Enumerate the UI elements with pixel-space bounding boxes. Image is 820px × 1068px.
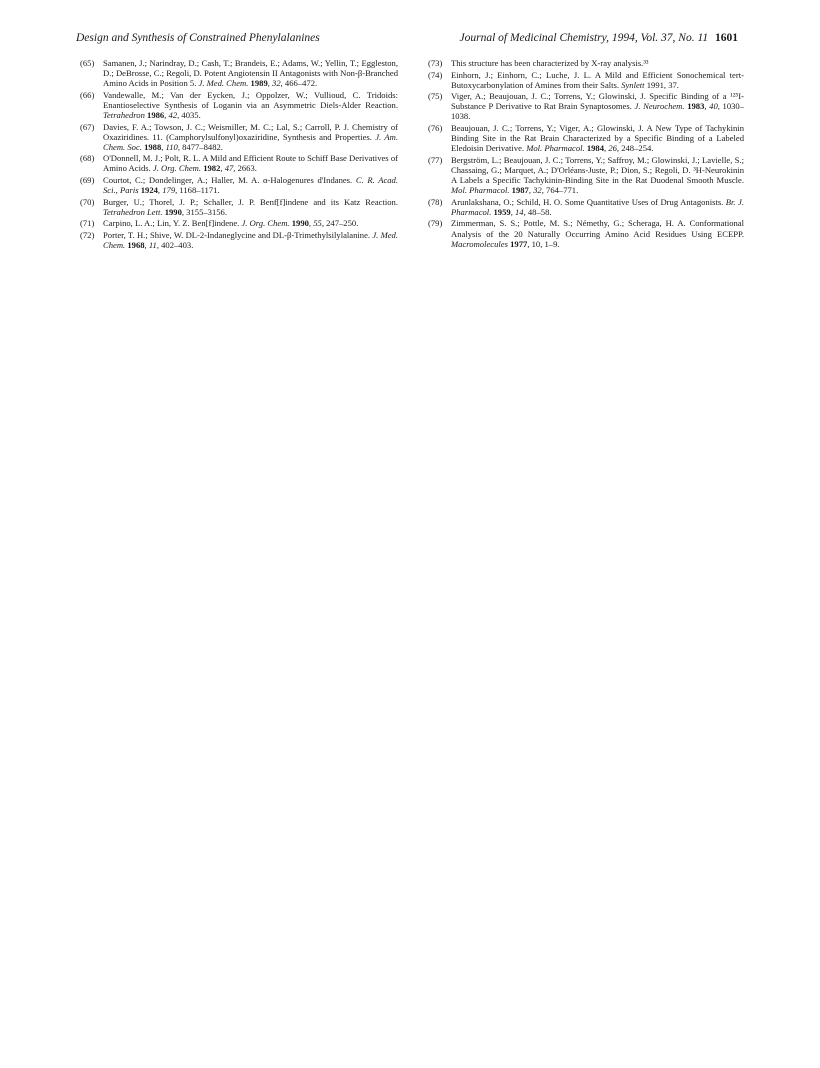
- reference-fragment: Beaujouan, J. C.; Torrens, Y.; Viger, A.; Glowinski, J. A New Type of Tachykinin Binding Site in the Rat Brain Characterized by a Specific Binding of a Labeled Eledoisin Derivative.: [451, 123, 744, 154]
- reference-fragment: Arunlakshana, O.; Schild, H. O. Some Quantitative Uses of Drug Antagonists.: [451, 196, 726, 207]
- reference-year: 1984: [586, 143, 605, 154]
- reference-text: [103, 218, 398, 228]
- reference-year: 1968: [127, 240, 145, 251]
- reference-year: 1987: [511, 185, 529, 196]
- reference-text: [103, 122, 398, 152]
- reference-text: [103, 230, 398, 250]
- article-running-title: Design and Synthesis of Constrained Phenylalanines: [76, 32, 320, 44]
- reference-journal: Synlett: [621, 79, 645, 90]
- reference-journal: 40: [709, 101, 718, 112]
- reference-text: [103, 58, 398, 88]
- reference-fragment: ,: [161, 141, 166, 152]
- reference-fragment: ,: [704, 101, 710, 112]
- reference-number: (73): [428, 58, 443, 68]
- reference-fragment: , 248–254.: [616, 143, 654, 154]
- reference-fragment: ,: [164, 109, 169, 120]
- reference-text: [451, 70, 744, 90]
- reference-fragment: ,: [308, 218, 314, 229]
- journal-citation-header: [460, 32, 739, 44]
- reference-fragment: Bergström, L.; Beaujouan, J. C.; Torrens, Y.; Saffroy, M.; Glowinski, J.; Lavielle, S.; Chassaing, G.; Marquet, A.; D'Orléans-Juste, P.; Dion, S.; Regoli, D. ³H-Neurokinin A Labels a Specific Tachykinin-Binding Site in the Rat Duodenal Smooth Muscle.: [451, 154, 744, 186]
- reference-text: [451, 218, 744, 248]
- reference-fragment: , 466–472.: [280, 78, 318, 89]
- reference-item: [428, 123, 744, 153]
- reference-fragment: , 402–403.: [156, 240, 194, 251]
- reference-fragment: , 1030–1038.: [451, 101, 745, 122]
- reference-fragment: O'Donnell, M. J.; Polt, R. L. A Mild and Efficient Route to Schiff Base Derivatives of Amino Acids.: [103, 153, 398, 174]
- reference-fragment: , 4035.: [177, 109, 201, 120]
- reference-journal: 26: [608, 143, 617, 154]
- reference-journal: 32: [533, 185, 542, 196]
- reference-fragment: Carpino, L. A.; Lin, Y. Z. Ben[f]indene.: [103, 218, 242, 229]
- reference-text: [103, 175, 398, 195]
- reference-journal: J. Am. Chem. Soc.: [103, 131, 399, 152]
- reference-fragment: , 10, 1–9.: [527, 238, 560, 249]
- reference-journal: 14: [514, 206, 524, 217]
- reference-journal: 179: [162, 185, 176, 196]
- reference-text: [451, 91, 744, 121]
- reference-text: [451, 155, 744, 195]
- reference-number: (70): [80, 196, 95, 207]
- reference-text: [451, 197, 744, 217]
- reference-number: (69): [80, 175, 95, 186]
- reference-item: [80, 218, 398, 228]
- reference-item: [80, 122, 398, 152]
- reference-journal: C. R. Acad. Sci., Paris: [103, 175, 398, 196]
- reference-fragment: ,: [528, 185, 534, 196]
- reference-number: (77): [428, 154, 443, 165]
- reference-fragment: , 247–250.: [321, 218, 359, 229]
- reference-year: 1959: [493, 206, 511, 217]
- reference-number: (65): [80, 58, 95, 68]
- reference-item: [428, 218, 744, 248]
- reference-fragment: ,: [220, 163, 225, 174]
- references-column-left: [80, 58, 398, 252]
- reference-number: (67): [80, 121, 95, 132]
- reference-journal: 42: [168, 109, 178, 120]
- reference-fragment: , 3155–3156.: [181, 206, 227, 217]
- reference-fragment: This structure has been characterized by X-ray analysis.³³: [451, 58, 649, 68]
- reference-journal: Tetrahedron: [103, 109, 145, 120]
- reference-fragment: ,: [604, 143, 609, 154]
- reference-journal: Mol. Pharmacol.: [451, 185, 510, 196]
- reference-item: [428, 155, 744, 195]
- reference-number: (68): [80, 153, 95, 164]
- reference-number: (78): [428, 196, 443, 207]
- reference-number: (72): [80, 230, 95, 240]
- reference-year: 1983: [687, 101, 705, 112]
- page-number: 1601: [715, 32, 738, 44]
- reference-fragment: Davies, F. A.; Towson, J. C.; Weismiller, M. C.; Lal, S.; Carroll, P. J. Chemistry of Oxaziridines. 11. (Camphorylsulfonyl)oxaziridine, Synthesis and Properties.: [103, 121, 398, 142]
- reference-journal: Macromolecules: [451, 238, 508, 249]
- reference-item: [428, 91, 744, 121]
- reference-journal: 55: [313, 218, 322, 229]
- reference-fragment: Zimmerman, S. S.; Pottle, M. S.; Némethy, G.; Scheraga, H. A. Conformational Analysis of the 20 Naturally Occurring Amino Acid Residues Using ECEPP.: [451, 218, 744, 239]
- reference-fragment: , 2663.: [233, 163, 257, 174]
- reference-item: [80, 175, 398, 195]
- reference-fragment: Viger, A.; Beaujouan, J. C.; Torrens, Y.; Glowinski, J. Specific Binding of a ¹²⁵I-Substance P Derivative to Rat Brain Synaptosomes.: [451, 91, 744, 112]
- reference-fragment: 1991, 37.: [644, 79, 679, 90]
- reference-fragment: ,: [267, 78, 273, 89]
- reference-year: 1990: [164, 206, 182, 217]
- reference-journal: 110: [165, 141, 178, 152]
- reference-fragment: Burger, U.; Thorel, J. P.; Schaller, J. P. Benf[f]indene and its Katz Reaction.: [103, 196, 398, 207]
- reference-fragment: ,: [510, 206, 515, 217]
- reference-year: 1982: [203, 163, 221, 174]
- reference-item: [80, 230, 398, 250]
- reference-year: 1988: [144, 141, 162, 152]
- reference-journal: J. Neurochem.: [634, 101, 685, 112]
- reference-journal: 32: [272, 78, 281, 89]
- running-header: [76, 32, 738, 48]
- reference-number: (76): [428, 123, 443, 134]
- reference-journal: 11: [148, 240, 157, 251]
- reference-item: [80, 58, 398, 88]
- reference-year: 1977: [510, 238, 528, 249]
- reference-item: [428, 70, 744, 90]
- reference-number: (75): [428, 91, 443, 102]
- reference-number: (74): [428, 69, 443, 80]
- reference-fragment: Samanen, J.; Narindray, D.; Cash, T.; Brandeis, E.; Adams, W.; Yellin, T.; Eggleston, D.; DeBrosse, C.; Regoli, D. Potent Angiotensin II Antagonists with Non-β-Branched Amino Acids in Position 5.: [103, 58, 398, 89]
- reference-journal: Tetrahedron Lett.: [103, 206, 163, 217]
- reference-year: 1924: [140, 185, 158, 196]
- reference-item: [428, 197, 744, 217]
- reference-item: [428, 58, 744, 68]
- reference-fragment: Porter, T. H.; Shive, W. DL-2-Indaneglycine and DL-β-Trimethylsilylalanine.: [103, 230, 373, 240]
- reference-text: [103, 197, 398, 217]
- reference-text: [103, 90, 398, 120]
- reference-fragment: , 764–771.: [541, 185, 579, 196]
- reference-journal: J. Org. Chem.: [152, 163, 202, 174]
- reference-text: [451, 58, 744, 68]
- reference-journal: J. Med. Chem.: [103, 230, 399, 251]
- reference-fragment: , 8477–8482.: [177, 141, 223, 152]
- reference-number: (79): [428, 218, 443, 229]
- reference-item: [80, 153, 398, 173]
- reference-year: 1986: [147, 109, 165, 120]
- reference-journal: Mol. Pharmacol.: [526, 143, 585, 154]
- reference-number: (71): [80, 218, 95, 229]
- reference-item: [80, 197, 398, 217]
- reference-fragment: Einhorn, J.; Einhorn, C.; Luche, J. L. A Mild and Efficient Sonochemical tert-Butoxycarbonylation of Amines from their Salts.: [451, 69, 744, 90]
- reference-fragment: Courtot, C.; Dondelinger, A.; Haller, M. A. α-Halogenures d'Indanes.: [103, 175, 356, 186]
- references-column-right: [428, 58, 744, 250]
- reference-fragment: ,: [144, 240, 149, 251]
- reference-fragment: , 1168–1171.: [175, 185, 220, 196]
- reference-fragment: ,: [157, 185, 163, 196]
- reference-fragment: , 48–58.: [523, 206, 552, 217]
- reference-journal: J. Med. Chem.: [198, 78, 249, 89]
- reference-text: [103, 153, 398, 173]
- reference-item: [80, 90, 398, 120]
- reference-fragment: Vandewalle, M.; Van der Eycken, J.; Oppolzer, W.; Vullioud, C. Tridoids: Enantioselective Synthesis of Loganin via an Asymmetric Diels-Alder Reaction.: [103, 89, 398, 110]
- reference-journal: J. Org. Chem.: [241, 218, 290, 229]
- reference-year: 1990: [291, 218, 309, 229]
- journal-info: Journal of Medicinal Chemistry, 1994, Vol. 37, No. 11: [459, 32, 709, 44]
- reference-journal: Br. J. Pharmacol.: [451, 196, 745, 217]
- reference-journal: 47: [224, 163, 234, 174]
- reference-text: [451, 123, 744, 153]
- reference-year: 1989: [250, 78, 268, 89]
- reference-number: (66): [80, 89, 95, 100]
